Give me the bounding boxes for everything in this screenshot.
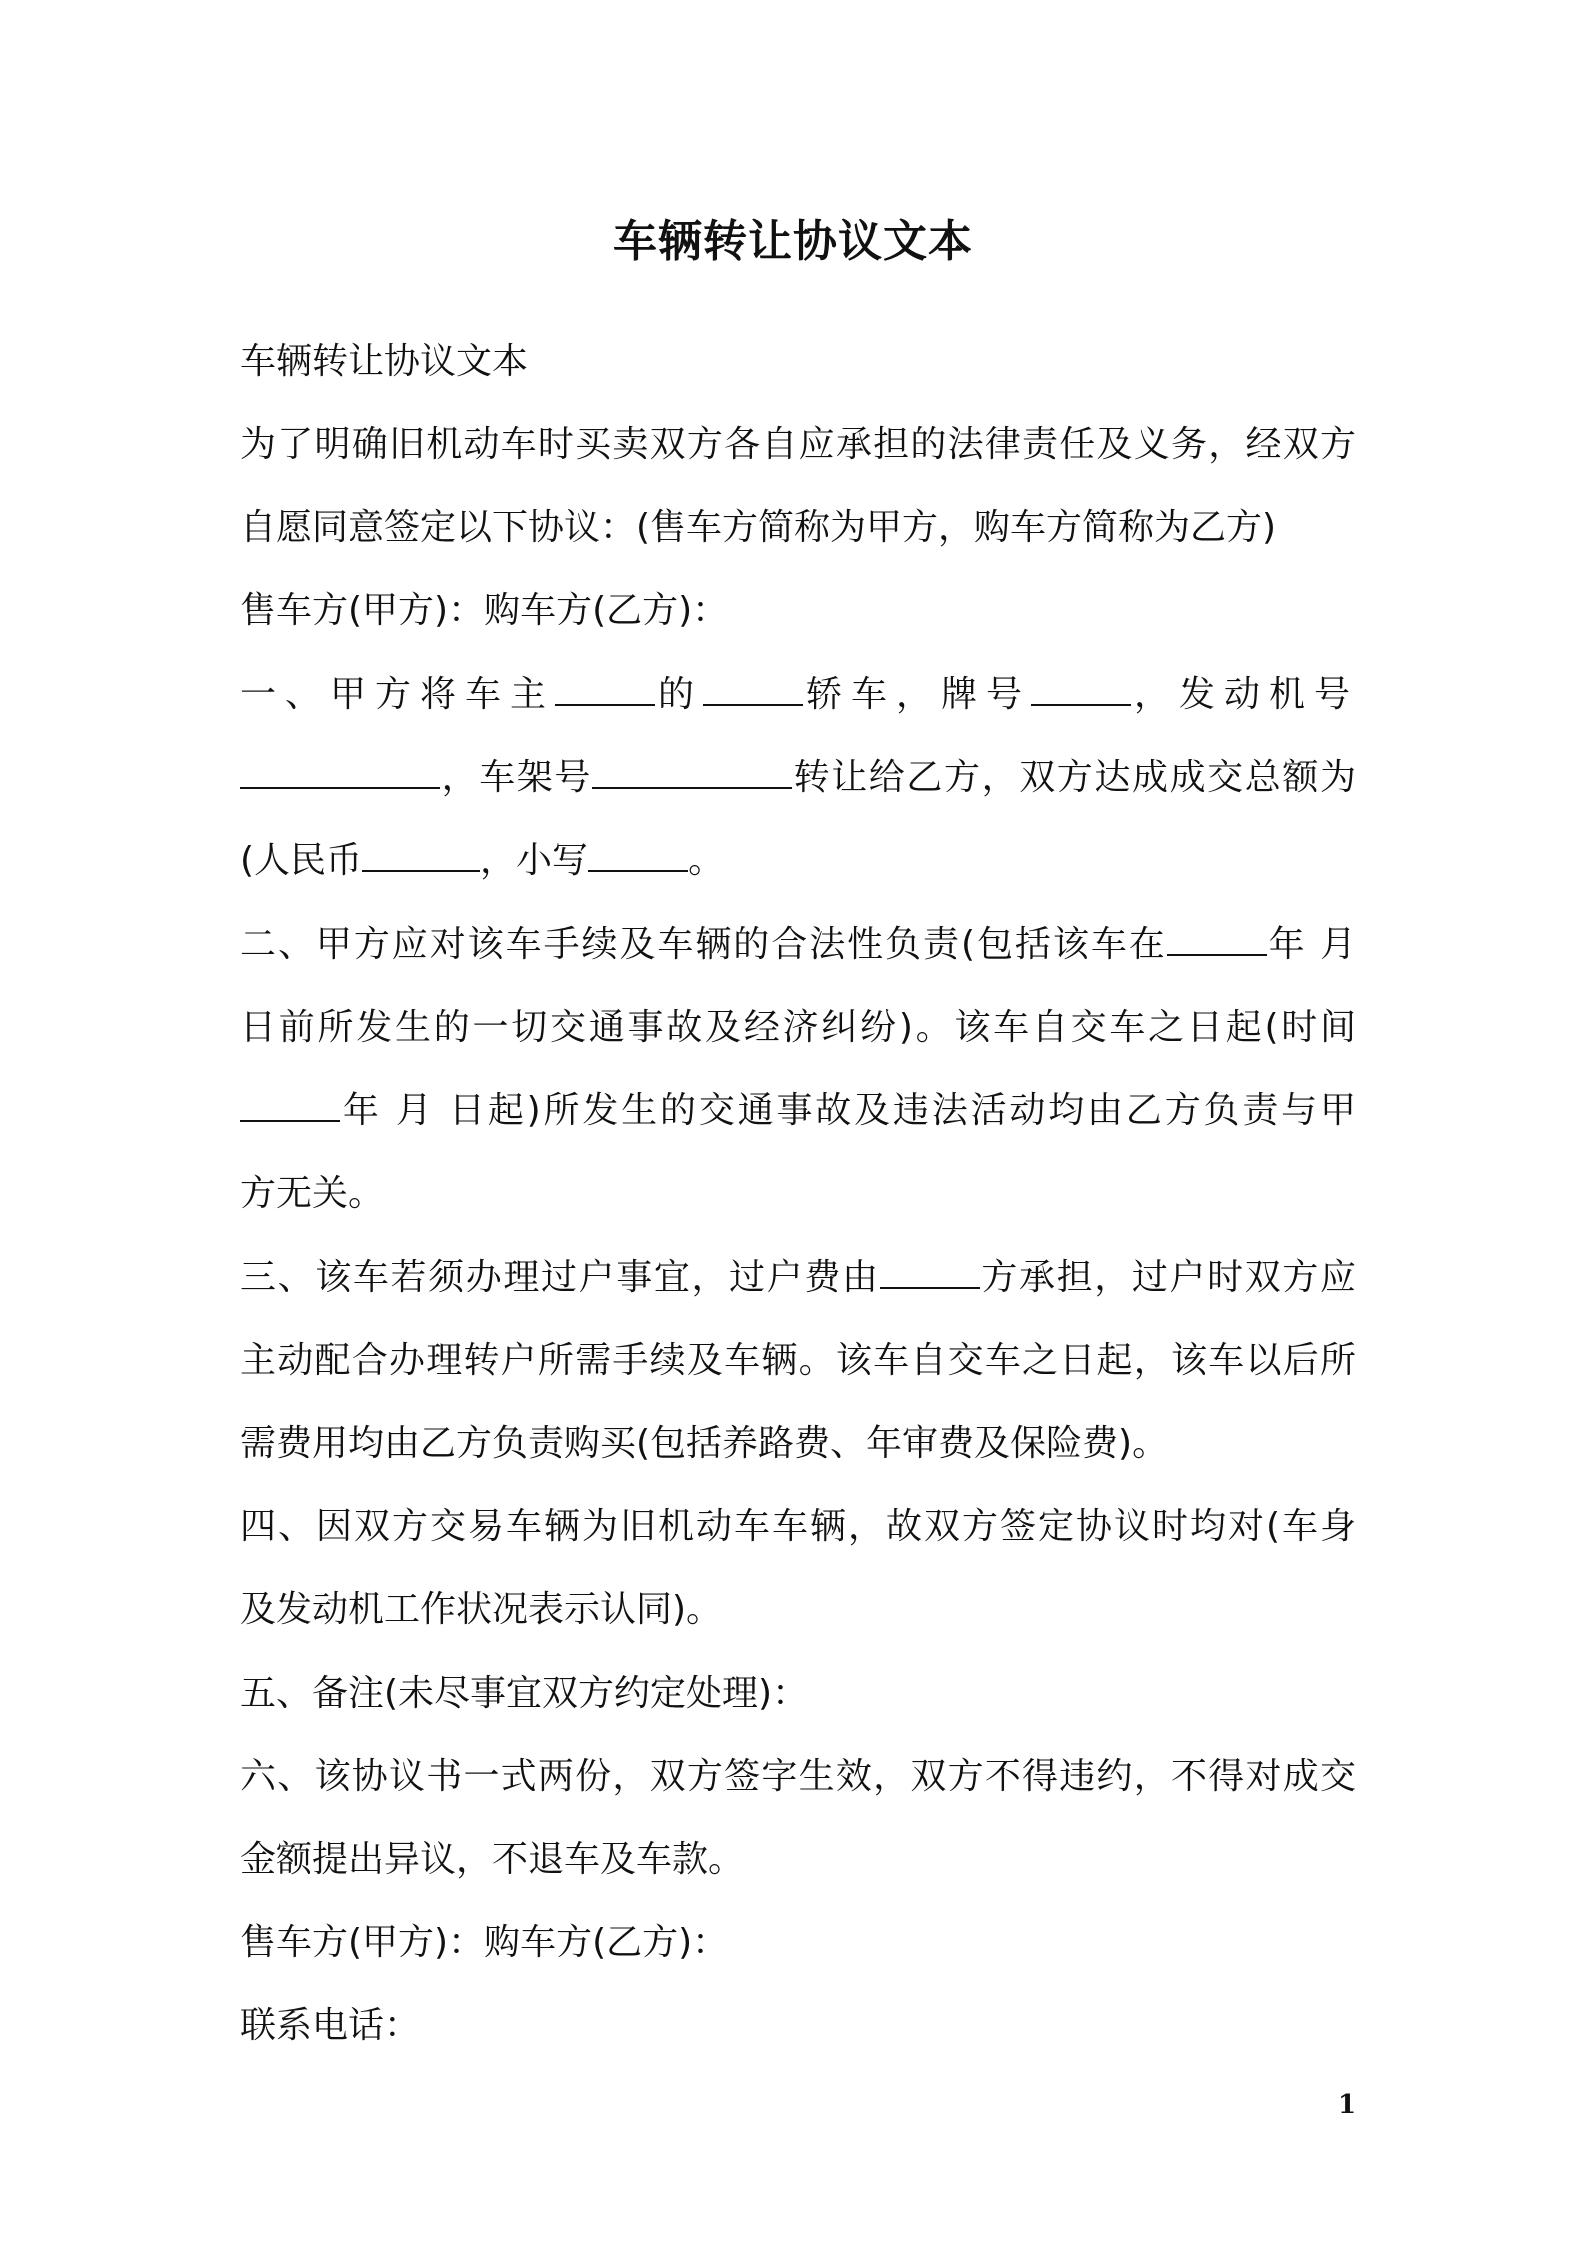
date-year-blank [1167, 920, 1267, 956]
clause-2-line-2: 日前所发生的一切交通事故及经济纠纷)。该车自交车之日起(时间 [240, 1007, 1356, 1048]
document-title: 车辆转让协议文本 [613, 216, 973, 267]
clause-1-line-1 [240, 670, 1356, 720]
clause-1-line-2 [240, 753, 1356, 803]
clause-6-line-1: 六、该协议书一式两份，双方签字生效，双方不得违约，不得对成交 [240, 1756, 1356, 1797]
intro-line-2: 自愿同意签定以下协议：(售车方简称为甲方，购车方简称为乙方) [240, 507, 1277, 548]
clause-1-text-b: 的 [654, 674, 703, 715]
clause-1-text-c: 轿车，牌号 [802, 674, 1031, 715]
clause-6-line-2: 金额提出异议，不退车及车款。 [240, 1839, 745, 1880]
handover-date-blank [240, 1086, 340, 1122]
clause-1-text-f: 转让给乙方，双方达成成交总额为 [792, 757, 1356, 798]
engine-number-blank [240, 753, 440, 789]
clause-2-line-1 [240, 920, 1356, 970]
owner-blank [555, 670, 655, 706]
clause-5: 五、备注(未尽事宜双方约定处理)： [240, 1673, 809, 1714]
clause-2-text-b: 年 月 [1266, 924, 1357, 965]
clause-2-line-4: 方无关。 [240, 1173, 385, 1214]
transfer-fee-party-blank [880, 1253, 980, 1289]
clause-2-text-d: 年 月 日起)所发生的交通事故及违法活动均由乙方负责与甲 [340, 1090, 1356, 1131]
clause-4-line-2: 及发动机工作状况表示认同)。 [240, 1589, 723, 1630]
parties-header-top: 售车方(甲方)：购车方(乙方)： [240, 590, 729, 631]
clause-4-line-1: 四、因双方交易车辆为旧机动车车辆，故双方签定协议时均对(车身 [240, 1506, 1356, 1547]
parties-signature: 售车方(甲方)：购车方(乙方)： [240, 1922, 729, 1963]
plate-number-blank [1031, 670, 1131, 706]
clause-1-text-a: 一、甲方将车主 [240, 674, 555, 715]
clause-1-text-h: ，小写 [480, 840, 589, 881]
clause-3-text-a: 三、该车若须办理过户事宜，过户费由 [240, 1257, 880, 1298]
amount-figures-blank [588, 836, 688, 872]
clause-1-text-i: 。 [688, 840, 725, 881]
clause-3-line-1 [240, 1253, 1356, 1303]
clause-2-text-a: 二、甲方应对该车手续及车辆的合法性负责(包括该车在 [240, 924, 1167, 965]
frame-number-blank [592, 753, 792, 789]
car-model-blank [703, 670, 803, 706]
subtitle: 车辆转让协议文本 [240, 341, 529, 382]
clause-1-text-e: ，车架号 [440, 757, 592, 798]
clause-3-line-2: 主动配合办理转户所需手续及车辆。该车自交车之日起，该车以后所 [240, 1340, 1356, 1381]
contact-phone: 联系电话： [240, 2005, 421, 2046]
page-number: 1 [1338, 2090, 1357, 2120]
clause-3-text-b: 方承担，过户时双方应 [979, 1257, 1356, 1298]
amount-rmb-blank [362, 836, 480, 872]
intro-line-1: 为了明确旧机动车时买卖双方各自应承担的法律责任及义务，经双方 [240, 424, 1356, 465]
clause-1-text-d: ，发动机号 [1130, 674, 1356, 715]
clause-3-line-3: 需费用均由乙方负责购买(包括养路费、年审费及保险费)。 [240, 1423, 1169, 1464]
clause-1-text-g: (人民币 [240, 840, 363, 881]
clause-2-line-3 [240, 1086, 1356, 1136]
clause-1-line-3 [240, 836, 724, 886]
